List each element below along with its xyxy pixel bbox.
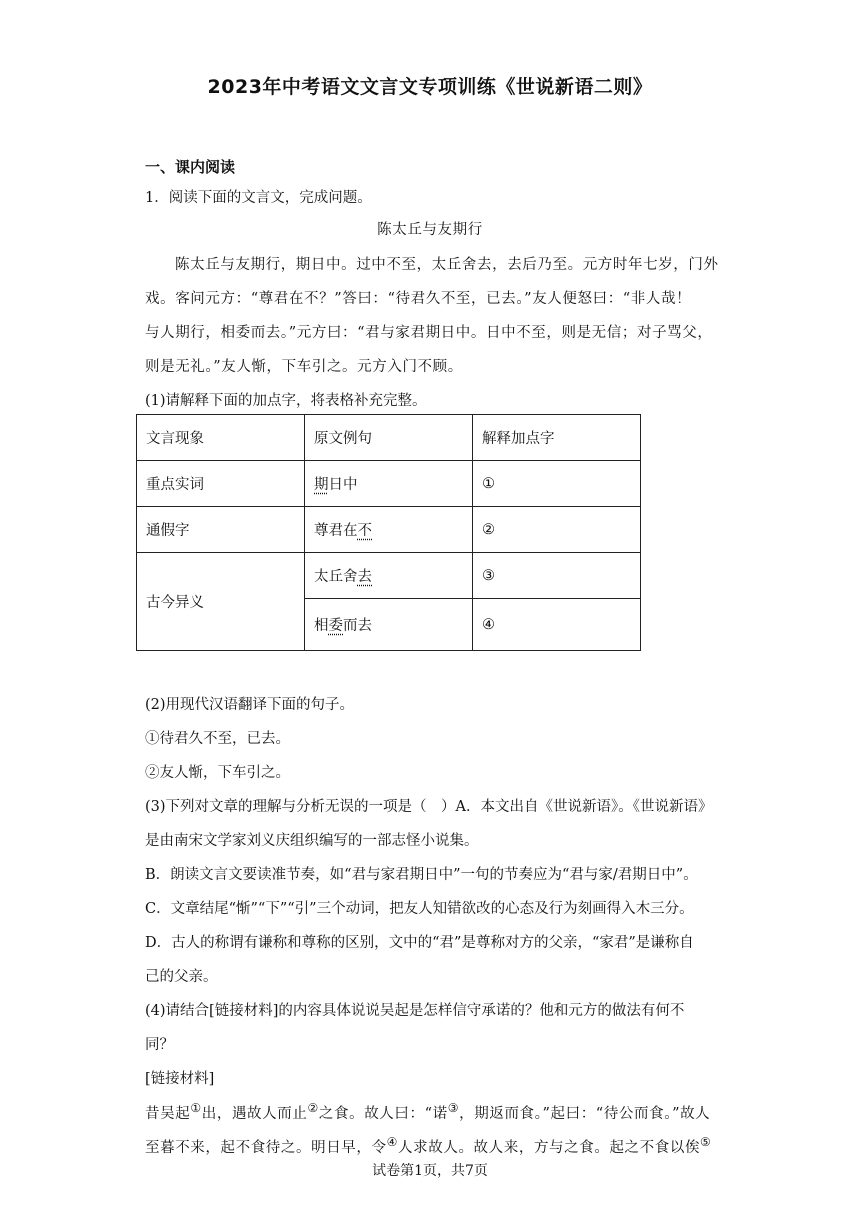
- section-heading: 一、课内阅读: [145, 158, 236, 176]
- dotted-char: 期: [314, 477, 329, 493]
- passage-line: 戏。客问元方：“尊君在不？”答曰：“待君久不至，已去。”友人便怒曰：“非人哉！: [145, 291, 692, 307]
- table-cell-type: 重点实词: [137, 461, 305, 507]
- question-1-3: (3)下列对文章的理解与分析无误的一项是（ ）A．本文出自《世说新语》。《世说新语》: [145, 799, 713, 815]
- table-header: 解释加点字: [473, 415, 641, 461]
- passage-line: 与人期行，相委而去。”元方曰：“君与家君期日中。日中不至，则是无信；对子骂父，: [145, 325, 713, 341]
- passage-line: 则是无礼。”友人惭，下车引之。元方入门不顾。: [145, 359, 463, 375]
- question-1-intro: 1．阅读下面的文言文，完成问题。: [145, 190, 372, 206]
- answer-table: [136, 414, 641, 651]
- option-d-cont: 己的父亲。: [145, 969, 218, 985]
- passage-title: 陈太丘与友期行: [377, 222, 483, 238]
- option-c: C．文章结尾“惭”“下”“引”三个动词，把友人知错欲改的心态及行为刻画得入木三分。: [145, 901, 694, 917]
- table-cell-example: 期日中: [305, 461, 473, 507]
- link-material-label: [链接材料]: [145, 1071, 215, 1087]
- table-cell-type: 古今异义: [137, 553, 305, 651]
- link-material-line: 至暮不来，起不食待之。明日早，令④人求故人。故人来，方与之食。起之不食以俟⑤: [145, 1135, 712, 1156]
- dotted-char: 委: [328, 618, 343, 634]
- table-cell-answer: ④: [473, 599, 641, 651]
- table-row: [137, 507, 641, 553]
- page-footer: 试卷第1页，共7页: [372, 1163, 488, 1179]
- dotted-char: 去: [357, 569, 372, 585]
- link-material-line: 昔吴起①出，遇故人而止②之食。故人曰：“诺③，期返而食。”起曰：“待公而食。”故人: [145, 1101, 711, 1122]
- table-cell-example: 相委而去: [305, 599, 473, 651]
- page-title: 2023年中考语文文言文专项训练《世说新语二则》: [207, 76, 653, 98]
- table-cell-answer: ③: [473, 553, 641, 599]
- table-cell-example: 太丘舍去: [305, 553, 473, 599]
- question-1-4: (4)请结合[链接材料]的内容具体说说吴起是怎样信守承诺的？他和元方的做法有何不: [145, 1003, 685, 1019]
- option-b: B．朗读文言文要读准节奏，如“君与家君期日中”一句的节奏应为“君与家/君期日中”。: [145, 867, 698, 883]
- option-a-cont: 是由南宋文学家刘义庆组织编写的一部志怪小说集。: [145, 833, 479, 849]
- table-header: 文言现象: [137, 415, 305, 461]
- question-1-2: (2)用现代汉语翻译下面的句子。: [145, 697, 355, 713]
- dotted-char: 不: [357, 523, 372, 539]
- passage-line: 陈太丘与友期行，期日中。过中不至，太丘舍去，去后乃至。元方时年七岁，门外: [175, 257, 719, 273]
- table-header: 原文例句: [305, 415, 473, 461]
- table-cell-answer: ①: [473, 461, 641, 507]
- option-d: D．古人的称谓有谦称和尊称的区别，文中的“君”是尊称对方的父亲，“家君”是谦称自: [145, 935, 694, 951]
- sentence-2: ②友人惭，下车引之。: [145, 765, 290, 781]
- question-1-4-cont: 同？: [145, 1037, 174, 1053]
- table-row: [137, 461, 641, 507]
- table-row: [137, 553, 641, 599]
- question-1-1: (1)请解释下面的加点字，将表格补充完整。: [145, 393, 427, 409]
- table-cell-answer: ②: [473, 507, 641, 553]
- table-cell-type: 通假字: [137, 507, 305, 553]
- sentence-1: ①待君久不至，已去。: [145, 731, 290, 747]
- table-cell-example: 尊君在不: [305, 507, 473, 553]
